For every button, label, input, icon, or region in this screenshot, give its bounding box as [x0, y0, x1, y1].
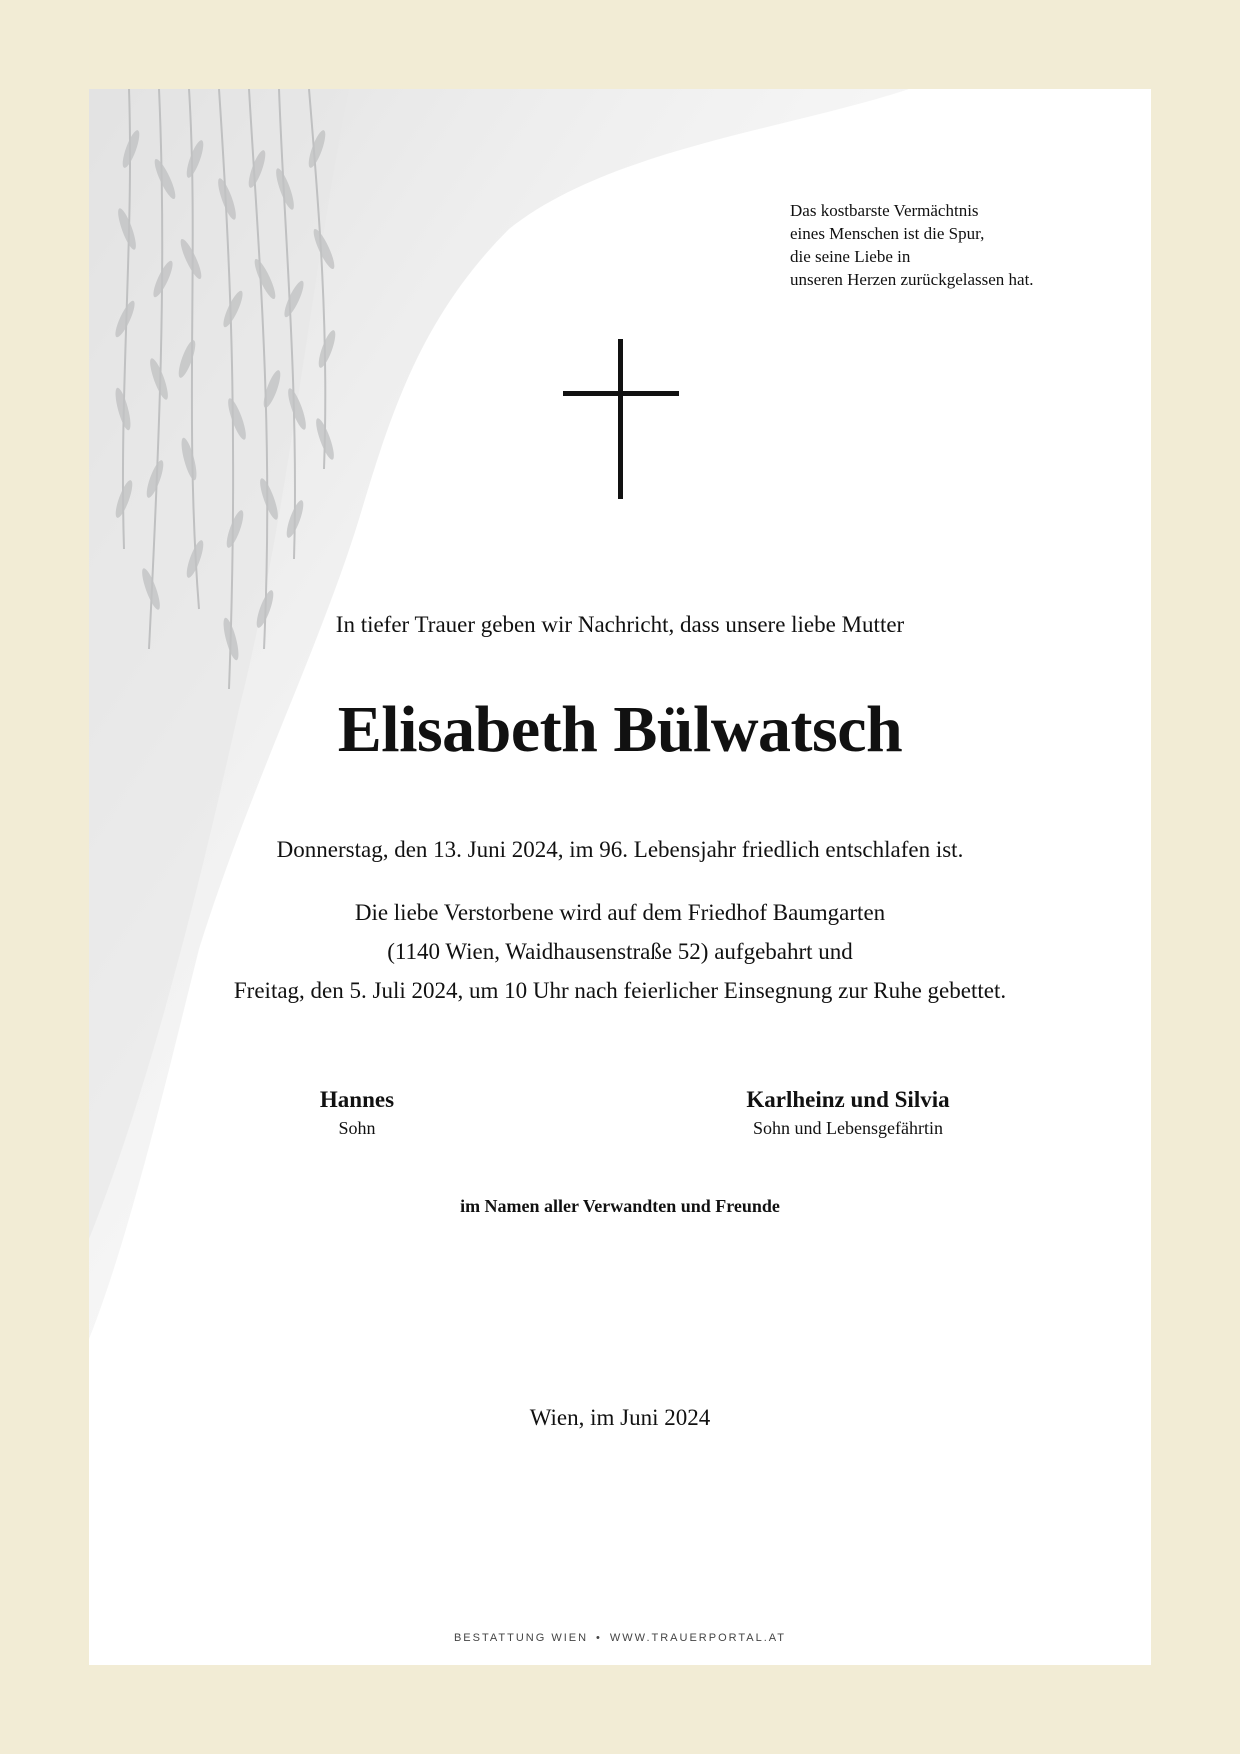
mourner-son-and-partner — [708, 1085, 988, 1141]
funeral-details — [89, 893, 1151, 1010]
funeral-line: Die liebe Verstorbene wird auf dem Friedhof Baumgarten — [354, 900, 886, 925]
funeral-line: Freitag, den 5. Juli 2024, um 10 Uhr nach feierlicher Einsegnung zur Ruhe gebettet. — [233, 978, 1007, 1003]
mourner-relation: Sohn und Lebensgefährtin — [753, 1118, 943, 1138]
quote-line: Das kostbarste Vermächtnis — [790, 201, 979, 220]
place-date: Wien, im Juni 2024 — [529, 1405, 711, 1430]
family-line: im Namen aller Verwandten und Freunde — [460, 1196, 780, 1216]
mourner-name: Hannes — [319, 1087, 395, 1112]
mourner-relation: Sohn — [338, 1118, 376, 1138]
funeral-line: (1140 Wien, Waidhausenstraße 52) aufgebahrt und — [387, 939, 853, 964]
footer-website-link[interactable]: WWW.TRAUERPORTAL.AT — [609, 1632, 787, 1644]
quote-line: eines Menschen ist die Spur, — [790, 224, 985, 243]
quote-line: die seine Liebe in — [790, 247, 911, 266]
footer-company: BESTATTUNG WIEN — [453, 1632, 589, 1644]
mourner-son — [282, 1085, 432, 1141]
deceased-name: Elisabeth Bülwatsch — [337, 693, 903, 766]
quote-line: unseren Herzen zurückgelassen hat. — [790, 270, 1034, 289]
mourner-name: Karlheinz und Silvia — [746, 1087, 950, 1112]
cross-icon — [563, 339, 679, 499]
death-date-line: Donnerstag, den 13. Juni 2024, im 96. Lebensjahr friedlich entschlafen ist. — [276, 837, 964, 862]
memorial-quote — [790, 199, 1034, 291]
footer-separator: • — [596, 1632, 602, 1644]
announcement-intro: In tiefer Trauer geben wir Nachricht, dass unsere liebe Mutter — [335, 612, 905, 637]
obituary-card — [89, 89, 1151, 1665]
footer — [89, 1632, 1151, 1644]
